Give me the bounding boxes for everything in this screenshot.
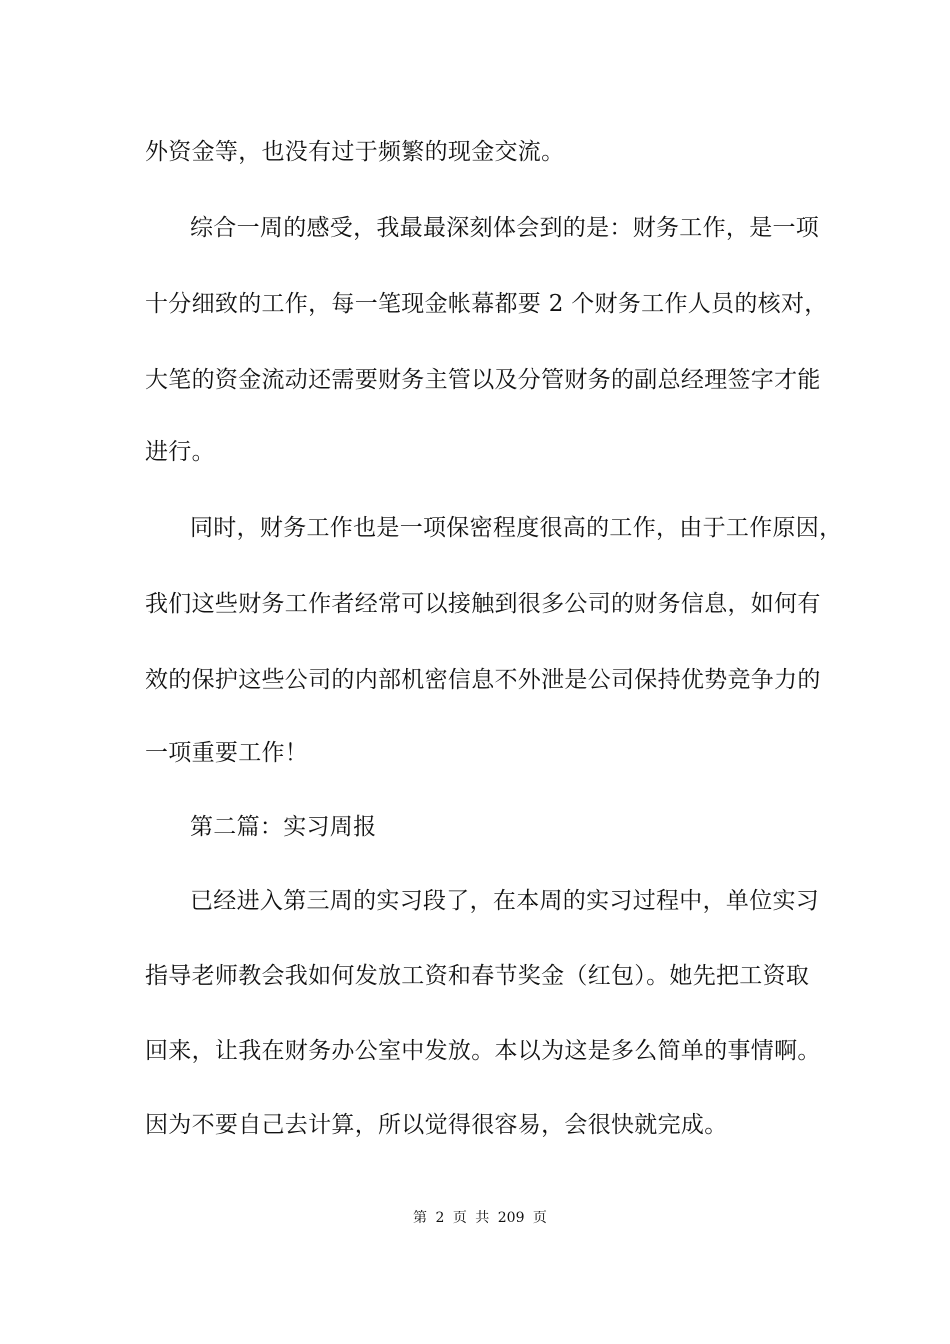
paragraph-line: 回来，让我在财务办公室中发放。本以为这是多么简单的事情啊。 <box>145 1038 821 1064</box>
paragraph-line: 因为不要自己去计算，所以觉得很容易，会很快就完成。 <box>145 1112 728 1138</box>
paragraph-line: 指导老师教会我如何发放工资和春节奖金（红包）。她先把工资取 <box>145 963 810 989</box>
paragraph-line: 效的保护这些公司的内部机密信息不外泄是公司保持优势竞争力的 <box>145 667 821 693</box>
paragraph-line: 综合一周的感受，我最最深刻体会到的是：财务工作，是一项 <box>190 215 820 241</box>
paragraph-line: 我们这些财务工作者经常可以接触到很多公司的财务信息，如何有 <box>145 591 821 617</box>
paragraph-line: 大笔的资金流动还需要财务主管以及分管财务的副总经理签字才能 <box>145 367 821 393</box>
paragraph-line: 进行。 <box>145 439 215 465</box>
paragraph-line: 外资金等，也没有过于频繁的现金交流。 <box>145 139 565 165</box>
paragraph-line: 同时，财务工作也是一项保密程度很高的工作，由于工作原因， <box>190 515 843 541</box>
paragraph-line: 十分细致的工作，每一笔现金帐幕都要 2 个财务工作人员的核对， <box>145 291 828 317</box>
page-number-footer: 第 2 页 共 209 页 <box>413 1210 547 1226</box>
section-heading: 第二篇：实习周报 <box>190 814 377 840</box>
paragraph-line: 一项重要工作！ <box>145 740 309 766</box>
paragraph-line: 已经进入第三周的实习段了，在本周的实习过程中，单位实习 <box>190 888 820 914</box>
